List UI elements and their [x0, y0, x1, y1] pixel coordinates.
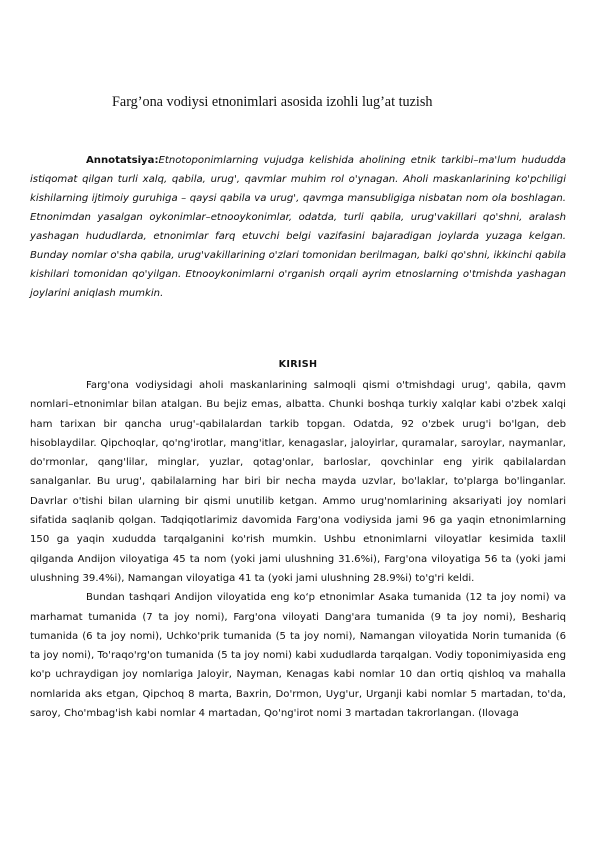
section-heading: KIRISH [278, 359, 318, 370]
body-text [30, 376, 566, 723]
paragraph: Bundan tashqari Andijon viloyatida eng ko‘p etnonimlar Asaka tumanida (12 ta joy nomi) va marhamat tumanida (7 ta joy nomi), Farg'ona viloyati Dang'ara tumanida (9 ta joy nomi), Beshariq tumanida (6 ta joy nomi), Uchko'prik tumanida (5 ta joy nomi), Namangan viloyatida Norin tumanida (6 ta joy nomi), To'raqo'rg'on tumanida (5 ta joy nomi) kabi xududlarda tarqalgan. Vodiy toponimiyasida eng ko'p uchraydigan joy nomlariga Jaloyir, Nayman, Kenagas kabi nomlar 10 dan ortiq qishloq va mahalla nomlarida aks etgan, Qipchoq 8 marta, Baxrin, Do'rmon, Uyg'ur, Urganji kabi nomlar 5 martadan, to'da, saroy, Cho'mbag'ish kabi nomlar 4 martadan, Qo'ng'irot nomi 3 martadan takrorlangan. (Ilovaga [30, 592, 566, 720]
document-title: Farg’ona vodiysi etnonimlari asosida izohli lug’at tuzish [112, 94, 433, 110]
abstract-label: Annotatsiya: [86, 155, 159, 166]
abstract [30, 151, 566, 303]
paragraph: Farg'ona vodiysidagi aholi maskanlarining salmoqli qismi o'tmishdagi urug', qabila, qavm nomlari–etnonimlar bilan atalgan. Bu bejiz emas, albatta. Chunki boshqa turkiy xalqlar kabi o'zbek xalqi ham tarixan bir qancha urug'-qabilalardan tarkib topgan. Odatda, 92 o'zbek urug'i bo'lgan, deb hisoblaydilar. Qipchoqlar, qo'ng'irotlar, mang'itlar, kenagaslar, jaloyirlar, quramalar, saroylar, naymanlar, do'rmonlar, qang'lilar, minglar, yuzlar, qotag'onlar, barloslar, qovchinlar eng yirik qabilalardan sanalganlar. Bu urug', qabilalarning har biri bir necha mayda uzvlar, bo'laklar, to'plarga bo'linganlar. Davrlar o'tishi bilan ularning bir qismi unutilib ketgan. Ammo urug'nomlarining aksariyati joy nomlari sifatida saqlanib qolgan. Tadqiqotlarimiz davomida Farg'ona vodiysida jami 96 ga yaqin etnonimlarning 150 ga yaqin xududda tarqalganini ko'rish mumkin. Ushbu etnonimlarni viloyatlar kesimida taxlil qilganda Andijon viloyatiga 45 ta nom (yoki jami ulushning 31.6%i), Farg'ona viloyatiga 56 ta (yoki jami ulushning 39.4%i), Namangan viloyatiga 41 ta (yoki jami ulushning 28.9%i) to'g'ri keldi. [30, 380, 566, 584]
abstract-text: Etnotoponimlarning vujudga kelishida aholining etnik tarkibi–ma'lum hududda istiqomat qilgan turli xalq, qabila, urug', qavmlar muhim rol o'ynagan. Aholi maskanlarining ko'pchiligi kishilarning ijtimoiy guruhiga – qaysi qabila va urug', qavmga mansubligiga nisbatan nom ola boshlagan. Etnonimdan yasalgan oykonimlar–etnooykonimlar, odatda, turli qabila, urug'vakillari qo'shni, aralash yashagan hududlarda, etnonimlar farq etuvchi belgi vazifasini bajaradigan joylarda yuzaga kelgan. Bunday nomlar o'sha qabila, urug'vakillarining o'zlari tomonidan berilmagan, balki qo'shni, ikkinchi qabila kishilari tomonidan qo'yilgan. Etnooykonimlarni o'rganish orqali ayrim etnoslarning o'tmishda yashagan joylarini aniqlash mumkin. [30, 155, 566, 299]
